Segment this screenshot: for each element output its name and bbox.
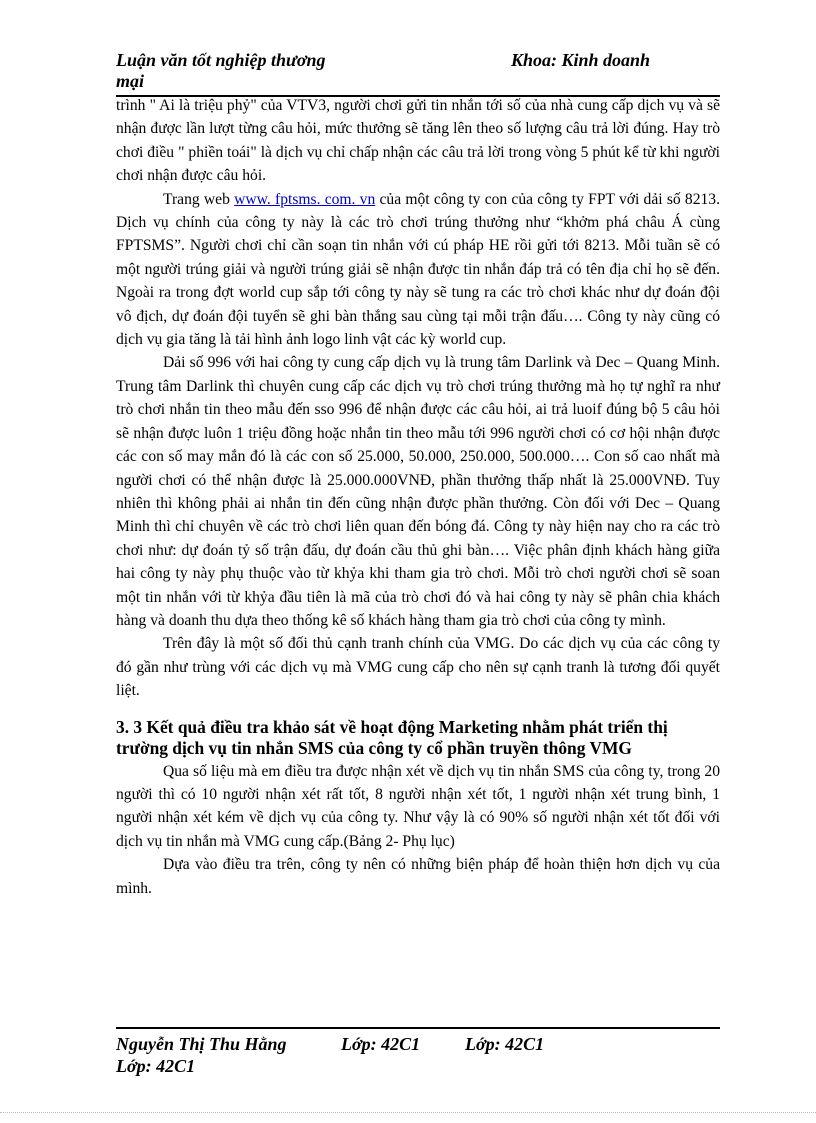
document-body [116,94,720,900]
section-heading: 3. 3 Kết quả điều tra khảo sát về hoạt động Marketing nhằm phát triển thị trường dịch vụ tin nhắn SMS của công ty cổ phần truyền thông VMG [116,716,668,759]
page-break-line [0,1112,816,1113]
footer-author: Nguyễn Thị Thu Hằng [116,1034,287,1054]
page-footer [116,1033,720,1077]
header-thesis-title: Luận văn tốt nghiệp thương mại [116,50,326,91]
page-header [116,50,720,96]
footer-rule [116,1027,720,1029]
footer-class-3: Lớp: 42C1 [116,1056,196,1076]
footer-class-1: Lớp: 42C1 [341,1034,421,1054]
paragraph-2-rest: của một công ty con của công ty FPT với dải số 8213. Dịch vụ chính của công ty này là các trò chơi trúng thưởng như “khởm phá châu Á cùng FPTSMS”. Người chơi chỉ cần soạn tin nhắn với cú pháp HE rồi gửi tới 8213. Mỗi tuần sẽ có một người trúng giải và người trúng giải sẽ nhận được tin nhắn đáp trả có tên địa chỉ họ sẽ đến. Ngoài ra trong đợt world cup sắp tới công ty này sẽ tung ra các trò chơi khác như dự đoán đội vô địch, dự đoán đội tuyển sẽ ghi bàn thắng sau cùng tại mỗi trận đấu…. Công ty này cũng có dịch vụ gia tăng là tải hình ảnh logo linh vật các kỳ world cup. [116,190,720,349]
paragraph-5: Qua số liệu mà em điều tra được nhận xét về dịch vụ tin nhắn SMS của công ty, trong 20 người thì có 10 người nhận xét rất tốt, 8 người nhận xét tốt, 1 người nhận xét trung bình, 1 người nhận xét kém về dịch vụ của công ty. Như vậy là có 90% số người nhận xét tốt đối với dịch vụ tin nhắn mà VMG cung cấp.(Bảng 2- Phụ lục) [116,762,720,850]
paragraph-4: Trên đây là một số đối thủ cạnh tranh chính của VMG. Do các dịch vụ của các công ty đó gần như trùng với các dịch vụ mà VMG cung cấp cho nên sự cạnh tranh là tương đối quyết liệt. [116,635,720,700]
paragraph-3: Dải số 996 với hai công ty cung cấp dịch vụ là trung tâm Darlink và Dec – Quang Minh. Trung tâm Darlink thì chuyên cung cấp các dịch vụ trò chơi trúng thưởng mà họ tự nghĩ ra như trò chơi nhắn tin theo mẫu đến sso 996 để nhận được các câu hỏi, ai trả luoif đúng bộ 5 câu hỏi sẽ nhận được luôn 1 triệu đồng hoặc nhắn tin theo mẫu tới 996 người chơi có cơ hội nhận được các con số may mắn đó là các con số 25.000, 50.000, 250.000, 500.000…. Con số cao nhất mà người chơi có thể nhận được là 25.000.000VNĐ, phần thưởng thấp nhất là 25.000VNĐ. Tuy nhiên thì không phải ai nhắn tin đến cũng nhận được phần thưởng. Còn đối với Dec – Quang Minh thì chỉ chuyên về các trò chơi liên quan đến bóng đá. Công ty này hiện nay cho ra các trò chơi như: dự đoán tỷ số trận đấu, dự đoán cầu thủ ghi bàn…. Việc phân định khách hàng giữa hai công ty này phụ thuộc vào từ khỷa khi tham gia trò chơi. Mỗi trò chơi người chơi sẽ soan một tin nhắn với từ khỷa đầu tiên là mã của trò chơi đó và hai công ty này sẽ phân chia khách hàng và doanh thu dựa theo thống kê số khách hàng tham gia trò chơi của công ty mình. [116,354,720,629]
paragraph-2 [116,188,720,352]
paragraph-2-start: Trang web [163,190,235,208]
header-faculty: Khoa: Kinh doanh [511,50,651,70]
footer-class-2: Lớp: 42C1 [465,1034,545,1054]
paragraph-6: Dựa vào điều tra trên, công ty nên có những biện pháp để hoàn thiện hơn dịch vụ của mình. [116,856,720,897]
fptsms-link[interactable]: www. fptsms. com. vn [234,190,376,208]
paragraph-1: trình " Ai là triệu phỷ" của VTV3, người chơi gửi tin nhắn tới số của nhà cung cấp dịch vụ và sẽ nhận được lần lượt từng câu hỏi, mức thưởng sẽ tăng lên theo số lượng câu trả lời đúng. Hay trò chơi điều " phiền toái" là dịch vụ chỉ chấp nhận các câu trả lời trong vòng 5 phút kể từ khi người chơi nhận được câu hỏi. [116,97,720,185]
